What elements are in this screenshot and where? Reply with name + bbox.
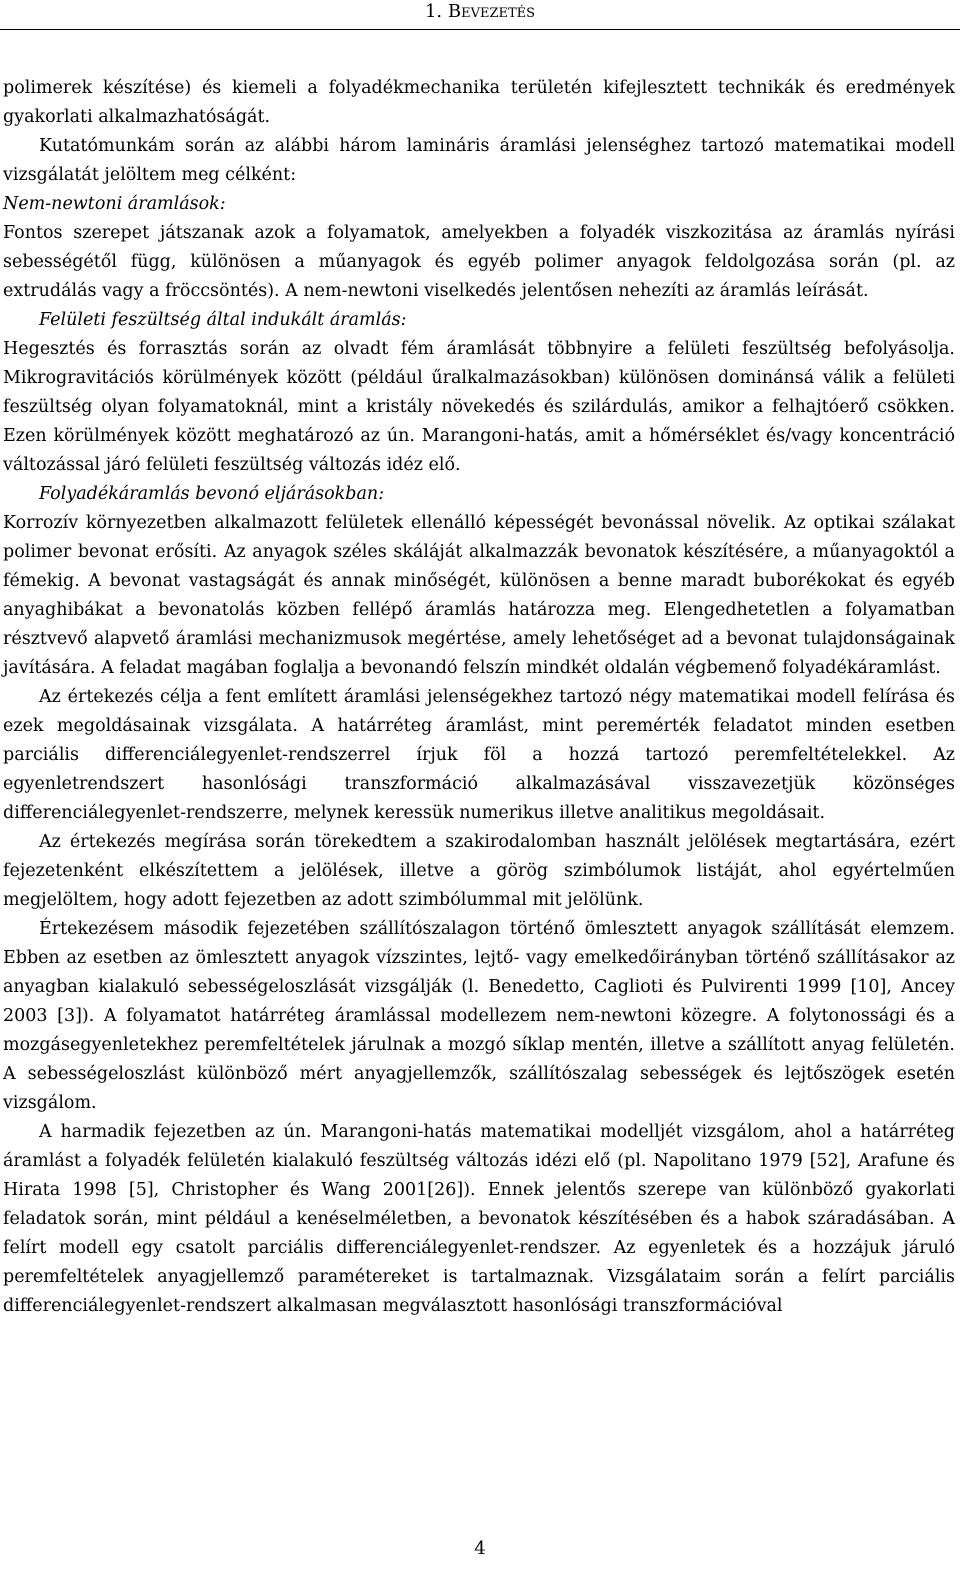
paragraph: Fontos szerepet játszanak azok a folyamatok, amelyekben a folyadék viszkozitása az áramlás nyírási sebességétől függ, különösen a műanyagok és egyéb polimer anyagok feldolgozása során (pl. az extrudálás vagy a fröccsöntés). A nem-newtoni viselkedés jelentősen nehezíti az áramlás leírását. — [3, 223, 955, 301]
paragraph: Az értekezés célja a fent említett áramlási jelenségekhez tartozó négy matematikai modell felírása és ezek megoldásainak vizsgálata. A határréteg áramlást, mint peremérték feladatot minden esetben parciális differenciálegyenlet-rendszerrel írjuk föl a hozzá tartozó peremfeltételekkel. Az egyenletrendszert hasonlósági transzformáció alkalmazásával visszavezetjük közönséges differenciálegyenlet-rendszerre, melynek keressük numerikus illetve analitikus megoldásait. — [3, 687, 955, 823]
paragraph: Hegesztés és forrasztás során az olvadt fém áramlását többnyire a felületi feszültség befolyásolja. Mikrogravitációs körülmények között (például űralkalmazásokban) különösen dominánsá válik a felületi feszültség olyan folyamatoknál, mint a kristály növekedés és szilárdulás, amikor a felhajtóerő csökken. Ezen körülmények között meghatározó az ún. Marangoni-hatás, amit a hőmérséklet és/vagy koncentráció változással járó felületi feszültség változás idéz elő. — [3, 339, 955, 475]
section-heading: Folyadékáramlás bevonó eljárásokban: — [39, 484, 385, 504]
paragraph: Az értekezés megírása során törekedtem a szakirodalomban használt jelölések megtartására, ezért fejezetenként elkészítettem a jelölések, illetve a görög szimbólumok listáját, ahol egyértelműen megjelöltem, hogy adott fejezetben az adott szimbólummal mit jelölünk. — [3, 832, 955, 910]
paragraph: polimerek készítése) és kiemeli a folyadékmechanika területén kifejlesztett technikák és eredmények gyakorlati alkalmazhatóságát. — [3, 78, 955, 127]
running-head: 1. Bevezetés — [424, 1, 536, 22]
paragraph: Korrozív környezetben alkalmazott felületek ellenálló képességét bevonással növelik. Az optikai szálakat polimer bevonat erősíti. Az anyagok széles skáláját alkalmazzák bevonatok készítésére, a műanyagoktól a fémekig. A bevonat vastagságát és annak minőségét, különösen a benne maradt buborékokat és egyéb anyaghibákat a bevonatolás közben fellépő áramlás határozza meg. Elengedhetetlen a folyamatban résztvevő alapvető áramlási mechanizmusok megértése, amely lehetőséget ad a bevonat tulajdonságainak javítására. A feladat magában foglalja a bevonandó felszín mindkét oldalán végbemenő folyadékáramlást. — [3, 513, 955, 678]
section-heading: Nem-newtoni áramlások: — [3, 194, 226, 214]
paragraph: A harmadik fejezetben az ún. Marangoni-hatás matematikai modelljét vizsgálom, ahol a határréteg áramlást a folyadék felületén kialakuló feszültség változás idézi elő (pl. Napolitano 1979 [52], Arafune és Hirata 1998 [5], Christopher és Wang 2001[26]). Ennek jelentős szerepe van különböző gyakorlati feladatok során, mint például a kenéselméletben, a bevonatok készítésében és a habok száradásában. A felírt modell egy csatolt parciális differenciálegyenlet-rendszer. Az egyenletek és a hozzájuk járuló peremfeltételek anyagjellemző paramétereket is tartalmaznak. Vizsgálataim során a felírt parciális differenciálegyenlet-rendszert alkalmasan megválasztott hasonlósági transzformációval — [3, 1122, 955, 1316]
paragraph: Kutatómunkám során az alábbi három lamináris áramlási jelenséghez tartozó matematikai modell vizsgálatát jelöltem meg célként: — [3, 136, 955, 185]
section-heading: Felületi feszültség által indukált áramlás: — [39, 310, 407, 330]
header-rule — [0, 29, 960, 30]
page-number: 4 — [474, 1538, 486, 1559]
body-text — [3, 74, 955, 1321]
paragraph: Értekezésem második fejezetében szállítószalagon történő ömlesztett anyagok szállítását elemzem. Ebben az esetben az ömlesztett anyagok vízszintes, lejtő- vagy emelkedőirányban történő szállításakor az anyagban kialakuló sebességeloszlását vizsgálják (l. Benedetto, Caglioti és Pulvirenti 1999 [10], Ancey 2003 [3]). A folyamatot határréteg áramlással modellezem nem-newtoni közegre. A folytonossági és a mozgásegyenletekhez peremfeltételek járulnak a mozgó síklap mentén, illetve a szállított anyag felületén. A sebességeloszlást különböző mért anyagjellemzők, szállítószalag sebességek és lejtőszögek esetén vizsgálom. — [3, 919, 955, 1113]
